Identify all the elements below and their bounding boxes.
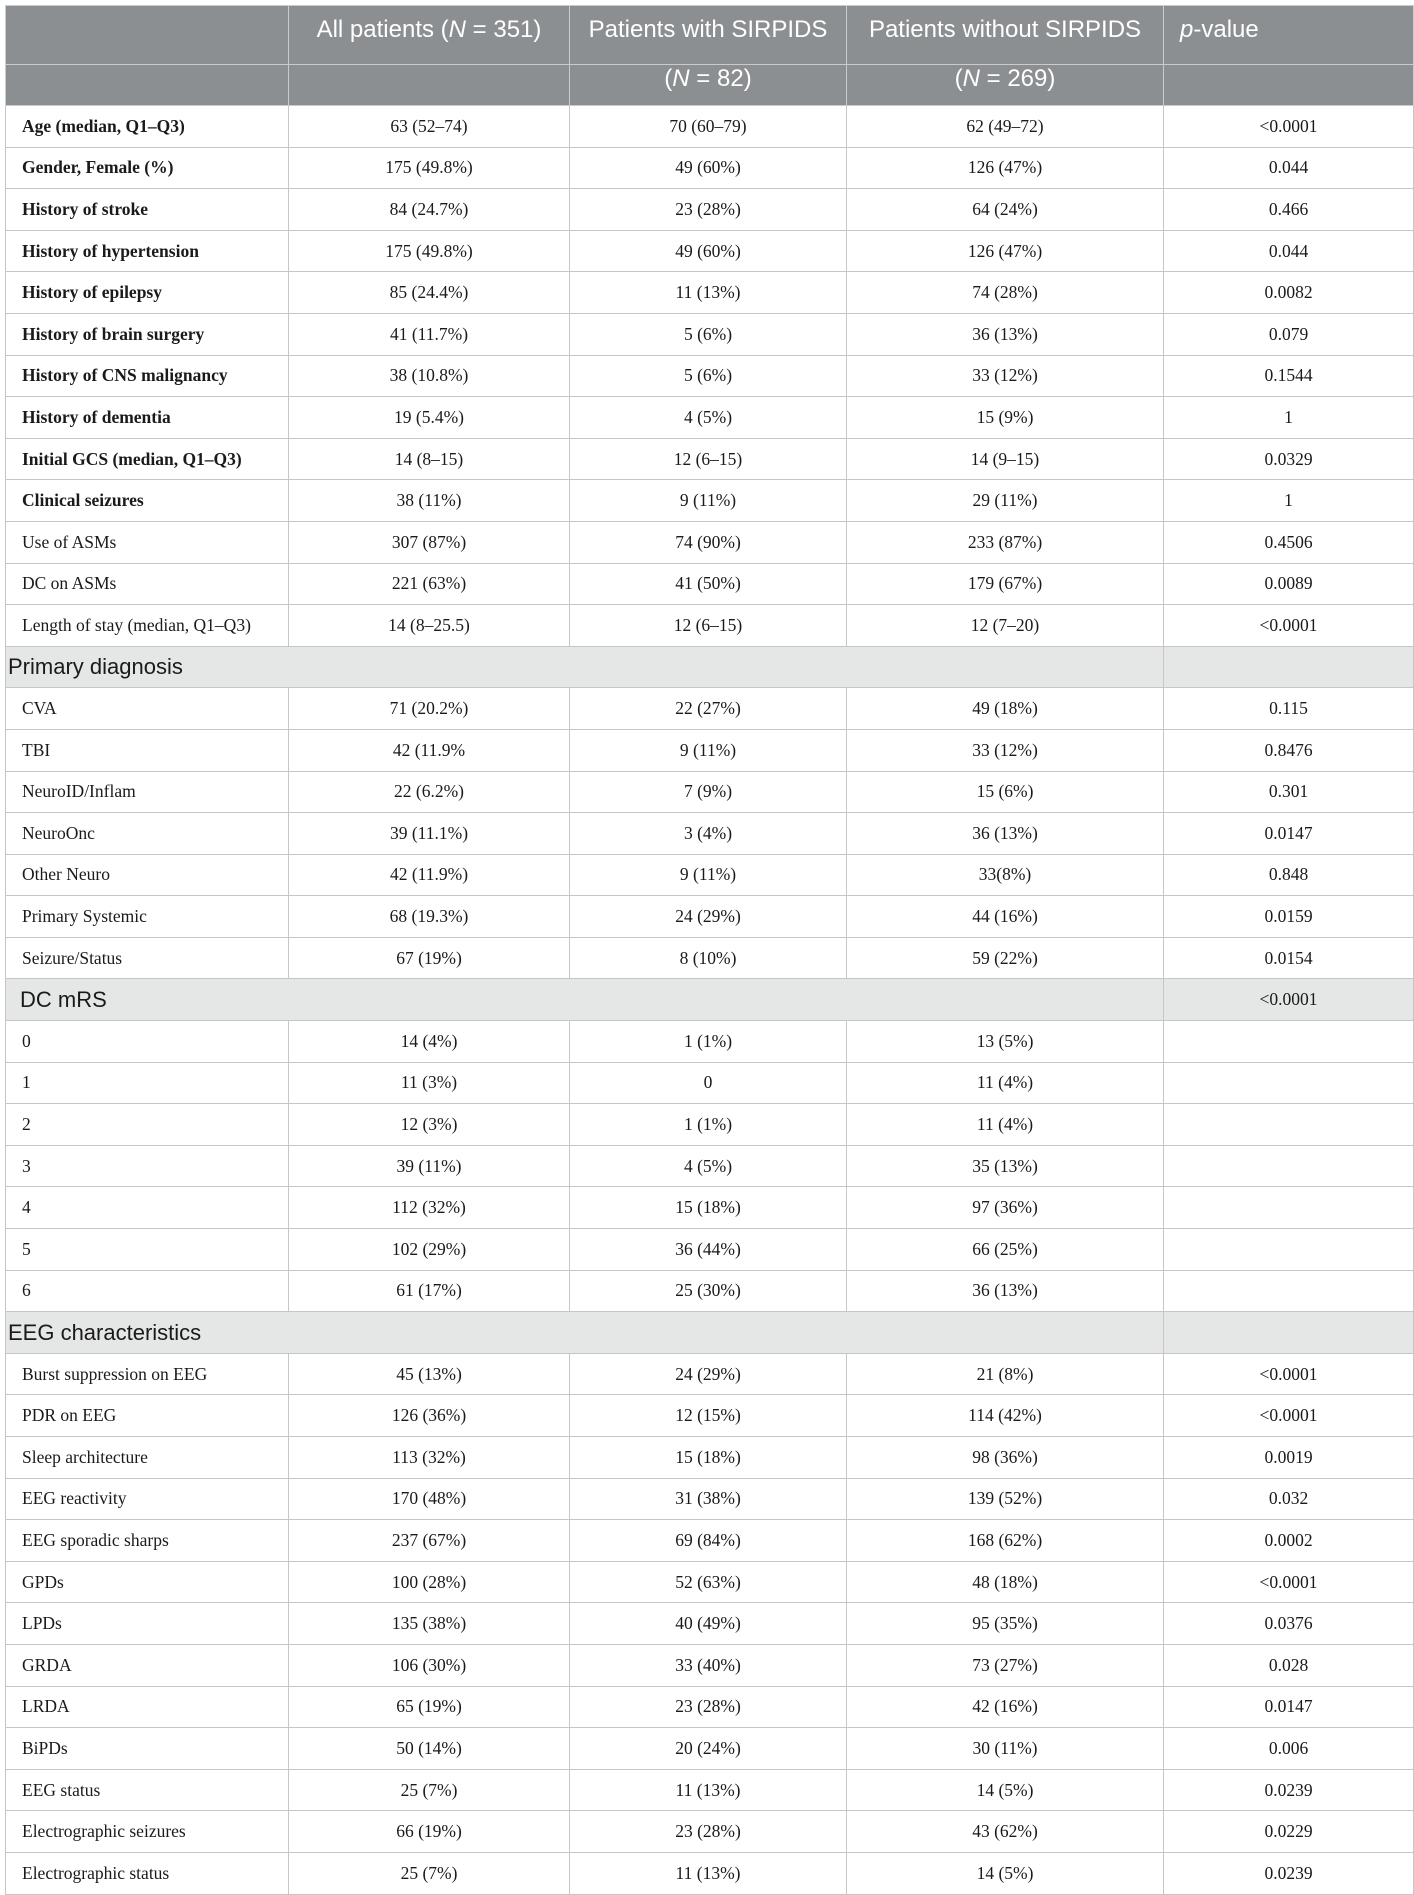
row-label: 0 (6, 1021, 289, 1063)
header-with-text-b: = 82) (689, 65, 752, 92)
table-row (6, 1229, 1414, 1271)
cell-p-value: 1 (1164, 480, 1414, 522)
cell-with-sirpids: 5 (6%) (570, 313, 847, 355)
cell-all-patients: 25 (7%) (289, 1852, 570, 1894)
row-label: EEG status (6, 1769, 289, 1811)
cell-all-patients: 71 (20.2%) (289, 688, 570, 730)
row-label: Initial GCS (median, Q1–Q3) (6, 438, 289, 480)
cell-with-sirpids: 11 (13%) (570, 1852, 847, 1894)
table-row (6, 688, 1414, 730)
cell-with-sirpids: 36 (44%) (570, 1229, 847, 1271)
table-row (6, 1021, 1414, 1063)
cell-all-patients: 19 (5.4%) (289, 397, 570, 439)
row-label: 2 (6, 1104, 289, 1146)
cell-with-sirpids: 31 (38%) (570, 1478, 847, 1520)
table-row (6, 480, 1414, 522)
row-label: 4 (6, 1187, 289, 1229)
header-label-column (6, 6, 289, 65)
cell-with-sirpids: 23 (28%) (570, 1811, 847, 1853)
header-all-patients-cont (289, 65, 570, 106)
header-label-column-cont (6, 65, 289, 106)
cell-all-patients: 11 (3%) (289, 1062, 570, 1104)
cell-without-sirpids: 114 (42%) (847, 1395, 1164, 1437)
cell-p-value: 0.0002 (1164, 1520, 1414, 1562)
row-label: History of dementia (6, 397, 289, 439)
cell-p-value: 0.1544 (1164, 355, 1414, 397)
cell-all-patients: 84 (24.7%) (289, 189, 570, 231)
row-label: TBI (6, 729, 289, 771)
cell-p-value: 0.028 (1164, 1644, 1414, 1686)
table-row (6, 1478, 1414, 1520)
table-row (6, 729, 1414, 771)
cell-all-patients: 12 (3%) (289, 1104, 570, 1146)
cell-without-sirpids: 14 (5%) (847, 1769, 1164, 1811)
cell-with-sirpids: 70 (60–79) (570, 106, 847, 148)
cell-p-value: 0.0089 (1164, 563, 1414, 605)
cell-p-value: <0.0001 (1164, 106, 1414, 148)
cell-all-patients: 102 (29%) (289, 1229, 570, 1271)
cell-p-value: 0.848 (1164, 854, 1414, 896)
cell-with-sirpids: 52 (63%) (570, 1561, 847, 1603)
cell-with-sirpids: 15 (18%) (570, 1437, 847, 1479)
table-row (6, 230, 1414, 272)
row-label: History of hypertension (6, 230, 289, 272)
cell-with-sirpids: 1 (1%) (570, 1104, 847, 1146)
cell-all-patients: 68 (19.3%) (289, 896, 570, 938)
cell-without-sirpids: 12 (7–20) (847, 605, 1164, 647)
section-header-row (6, 1312, 1414, 1354)
cell-p-value: 0.0329 (1164, 438, 1414, 480)
section-header-row (6, 646, 1414, 688)
table-row (6, 896, 1414, 938)
cell-without-sirpids: 11 (4%) (847, 1062, 1164, 1104)
table-row (6, 1395, 1414, 1437)
row-label: EEG sporadic sharps (6, 1520, 289, 1562)
table-row (6, 1644, 1414, 1686)
cell-all-patients: 135 (38%) (289, 1603, 570, 1645)
table-row (6, 1561, 1414, 1603)
table-row (6, 813, 1414, 855)
cell-all-patients: 41 (11.7%) (289, 313, 570, 355)
cell-without-sirpids: 36 (13%) (847, 313, 1164, 355)
header-without-sirpids: Patients without SIRPIDS (847, 6, 1164, 65)
cell-without-sirpids: 13 (5%) (847, 1021, 1164, 1063)
table-row (6, 771, 1414, 813)
cell-all-patients: 25 (7%) (289, 1769, 570, 1811)
row-label: GRDA (6, 1644, 289, 1686)
row-label: LRDA (6, 1686, 289, 1728)
cell-without-sirpids: 33 (12%) (847, 355, 1164, 397)
row-label: 3 (6, 1145, 289, 1187)
cell-all-patients: 14 (4%) (289, 1021, 570, 1063)
cell-p-value: 0.0019 (1164, 1437, 1414, 1479)
row-label: DC on ASMs (6, 563, 289, 605)
table-row (6, 1145, 1414, 1187)
cell-with-sirpids: 7 (9%) (570, 771, 847, 813)
cell-with-sirpids: 20 (24%) (570, 1728, 847, 1770)
cell-all-patients: 38 (11%) (289, 480, 570, 522)
table-row (6, 313, 1414, 355)
header-all-patients-text-b: = 351) (466, 16, 542, 43)
cell-p-value: 0.0239 (1164, 1769, 1414, 1811)
cell-without-sirpids: 179 (67%) (847, 563, 1164, 605)
cell-p-value (1164, 1062, 1414, 1104)
cell-p-value (1164, 1187, 1414, 1229)
cell-without-sirpids: 35 (13%) (847, 1145, 1164, 1187)
header-with-sirpids: Patients with SIRPIDS (570, 6, 847, 65)
cell-without-sirpids: 33 (12%) (847, 729, 1164, 771)
cell-with-sirpids: 9 (11%) (570, 729, 847, 771)
header-p-rest: -value (1193, 16, 1259, 43)
table-row (6, 1270, 1414, 1312)
cell-without-sirpids: 29 (11%) (847, 480, 1164, 522)
cell-p-value: 0.0147 (1164, 813, 1414, 855)
table-row (6, 397, 1414, 439)
header-all-patients-n: N (448, 16, 466, 43)
table-row (6, 1769, 1414, 1811)
cell-all-patients: 170 (48%) (289, 1478, 570, 1520)
cell-all-patients: 14 (8–25.5) (289, 605, 570, 647)
cell-all-patients: 38 (10.8%) (289, 355, 570, 397)
cell-with-sirpids: 4 (5%) (570, 1145, 847, 1187)
cell-all-patients: 61 (17%) (289, 1270, 570, 1312)
cell-with-sirpids: 23 (28%) (570, 189, 847, 231)
row-label: History of CNS malignancy (6, 355, 289, 397)
header-with-n: N (672, 65, 690, 92)
cell-without-sirpids: 42 (16%) (847, 1686, 1164, 1728)
cell-with-sirpids: 49 (60%) (570, 147, 847, 189)
row-label: Use of ASMs (6, 521, 289, 563)
cell-without-sirpids: 64 (24%) (847, 189, 1164, 231)
cell-with-sirpids: 9 (11%) (570, 480, 847, 522)
cell-with-sirpids: 12 (6–15) (570, 605, 847, 647)
row-label: GPDs (6, 1561, 289, 1603)
cell-without-sirpids: 11 (4%) (847, 1104, 1164, 1146)
row-label: Electrographic status (6, 1852, 289, 1894)
header-p-italic: p (1180, 16, 1194, 43)
header-all-patients (289, 6, 570, 65)
cell-p-value: 0.0229 (1164, 1811, 1414, 1853)
cell-with-sirpids: 15 (18%) (570, 1187, 847, 1229)
header-with-sirpids-n (570, 65, 847, 106)
cell-p-value: 0.8476 (1164, 729, 1414, 771)
section-title: DC mRS (6, 979, 1164, 1021)
cell-without-sirpids: 97 (36%) (847, 1187, 1164, 1229)
header-p-value-cont (1164, 65, 1414, 106)
row-label: Primary Systemic (6, 896, 289, 938)
table-row (6, 1603, 1414, 1645)
cell-p-value (1164, 1270, 1414, 1312)
cell-p-value: 0.115 (1164, 688, 1414, 730)
patient-characteristics-table (5, 5, 1414, 1895)
row-label: Electrographic seizures (6, 1811, 289, 1853)
cell-with-sirpids: 24 (29%) (570, 1353, 847, 1395)
cell-with-sirpids: 40 (49%) (570, 1603, 847, 1645)
row-label: Burst suppression on EEG (6, 1353, 289, 1395)
table-row (6, 1811, 1414, 1853)
cell-all-patients: 85 (24.4%) (289, 272, 570, 314)
row-label: History of epilepsy (6, 272, 289, 314)
section-p-value (1164, 1312, 1414, 1354)
header-without-n: N (962, 65, 980, 92)
cell-with-sirpids: 8 (10%) (570, 937, 847, 979)
cell-with-sirpids: 24 (29%) (570, 896, 847, 938)
header-all-patients-text-a: All patients ( (316, 16, 449, 43)
cell-with-sirpids: 11 (13%) (570, 1769, 847, 1811)
row-label: Seizure/Status (6, 937, 289, 979)
table-body (6, 106, 1414, 1895)
table-row (6, 1062, 1414, 1104)
row-label: CVA (6, 688, 289, 730)
cell-all-patients: 14 (8–15) (289, 438, 570, 480)
cell-all-patients: 112 (32%) (289, 1187, 570, 1229)
table-row (6, 1437, 1414, 1479)
row-label: NeuroID/Inflam (6, 771, 289, 813)
section-p-value (1164, 646, 1414, 688)
cell-with-sirpids: 33 (40%) (570, 1644, 847, 1686)
cell-with-sirpids: 0 (570, 1062, 847, 1104)
cell-without-sirpids: 59 (22%) (847, 937, 1164, 979)
header-without-text-a: ( (954, 65, 963, 92)
cell-without-sirpids: 48 (18%) (847, 1561, 1164, 1603)
table-row (6, 1852, 1414, 1894)
table-row (6, 1187, 1414, 1229)
table-row (6, 605, 1414, 647)
table-row (6, 1686, 1414, 1728)
cell-with-sirpids: 25 (30%) (570, 1270, 847, 1312)
cell-all-patients: 113 (32%) (289, 1437, 570, 1479)
cell-all-patients: 65 (19%) (289, 1686, 570, 1728)
row-label: PDR on EEG (6, 1395, 289, 1437)
cell-p-value: 0.0159 (1164, 896, 1414, 938)
cell-all-patients: 22 (6.2%) (289, 771, 570, 813)
cell-without-sirpids: 74 (28%) (847, 272, 1164, 314)
table-row (6, 1728, 1414, 1770)
cell-without-sirpids: 233 (87%) (847, 521, 1164, 563)
cell-p-value: 0.006 (1164, 1728, 1414, 1770)
cell-with-sirpids: 41 (50%) (570, 563, 847, 605)
cell-p-value (1164, 1229, 1414, 1271)
cell-p-value: 0.0147 (1164, 1686, 1414, 1728)
cell-with-sirpids: 49 (60%) (570, 230, 847, 272)
cell-with-sirpids: 23 (28%) (570, 1686, 847, 1728)
cell-p-value: 0.4506 (1164, 521, 1414, 563)
table-row (6, 521, 1414, 563)
table-row (6, 937, 1414, 979)
cell-p-value: <0.0001 (1164, 1561, 1414, 1603)
cell-p-value: 0.044 (1164, 230, 1414, 272)
row-label: EEG reactivity (6, 1478, 289, 1520)
cell-without-sirpids: 98 (36%) (847, 1437, 1164, 1479)
header-without-text-b: = 269) (979, 65, 1056, 92)
cell-p-value (1164, 1145, 1414, 1187)
cell-with-sirpids: 22 (27%) (570, 688, 847, 730)
cell-all-patients: 175 (49.8%) (289, 230, 570, 272)
cell-without-sirpids: 139 (52%) (847, 1478, 1164, 1520)
cell-without-sirpids: 15 (9%) (847, 397, 1164, 439)
cell-all-patients: 42 (11.9%) (289, 854, 570, 896)
table-row (6, 563, 1414, 605)
table-row (6, 355, 1414, 397)
section-p-value: <0.0001 (1164, 979, 1414, 1021)
cell-without-sirpids: 33(8%) (847, 854, 1164, 896)
cell-without-sirpids: 126 (47%) (847, 230, 1164, 272)
cell-p-value: 0.032 (1164, 1478, 1414, 1520)
cell-p-value: 1 (1164, 397, 1414, 439)
row-label: 5 (6, 1229, 289, 1271)
table-header (6, 6, 1414, 106)
cell-without-sirpids: 21 (8%) (847, 1353, 1164, 1395)
cell-p-value: 0.0376 (1164, 1603, 1414, 1645)
table-row (6, 1520, 1414, 1562)
cell-with-sirpids: 3 (4%) (570, 813, 847, 855)
cell-p-value: 0.079 (1164, 313, 1414, 355)
row-label: 6 (6, 1270, 289, 1312)
cell-with-sirpids: 12 (6–15) (570, 438, 847, 480)
cell-all-patients: 45 (13%) (289, 1353, 570, 1395)
cell-p-value: <0.0001 (1164, 1353, 1414, 1395)
cell-p-value: 0.466 (1164, 189, 1414, 231)
cell-without-sirpids: 62 (49–72) (847, 106, 1164, 148)
cell-all-patients: 67 (19%) (289, 937, 570, 979)
cell-p-value: 0.0154 (1164, 937, 1414, 979)
cell-without-sirpids: 30 (11%) (847, 1728, 1164, 1770)
cell-p-value: 0.0082 (1164, 272, 1414, 314)
cell-with-sirpids: 74 (90%) (570, 521, 847, 563)
cell-without-sirpids: 66 (25%) (847, 1229, 1164, 1271)
row-label: LPDs (6, 1603, 289, 1645)
cell-without-sirpids: 49 (18%) (847, 688, 1164, 730)
cell-p-value: <0.0001 (1164, 1395, 1414, 1437)
row-label: Sleep architecture (6, 1437, 289, 1479)
section-title: Primary diagnosis (6, 646, 1164, 688)
cell-with-sirpids: 11 (13%) (570, 272, 847, 314)
cell-p-value: 0.301 (1164, 771, 1414, 813)
cell-all-patients: 42 (11.9% (289, 729, 570, 771)
table-row (6, 147, 1414, 189)
cell-with-sirpids: 4 (5%) (570, 397, 847, 439)
cell-without-sirpids: 73 (27%) (847, 1644, 1164, 1686)
cell-with-sirpids: 12 (15%) (570, 1395, 847, 1437)
cell-all-patients: 39 (11.1%) (289, 813, 570, 855)
cell-without-sirpids: 168 (62%) (847, 1520, 1164, 1562)
row-label: Length of stay (median, Q1–Q3) (6, 605, 289, 647)
cell-without-sirpids: 126 (47%) (847, 147, 1164, 189)
cell-with-sirpids: 69 (84%) (570, 1520, 847, 1562)
section-title: EEG characteristics (6, 1312, 1164, 1354)
cell-all-patients: 100 (28%) (289, 1561, 570, 1603)
row-label: Gender, Female (%) (6, 147, 289, 189)
cell-p-value: <0.0001 (1164, 605, 1414, 647)
cell-p-value (1164, 1104, 1414, 1146)
table-row (6, 438, 1414, 480)
cell-without-sirpids: 43 (62%) (847, 1811, 1164, 1853)
cell-with-sirpids: 9 (11%) (570, 854, 847, 896)
row-label: Clinical seizures (6, 480, 289, 522)
cell-without-sirpids: 36 (13%) (847, 1270, 1164, 1312)
cell-without-sirpids: 36 (13%) (847, 813, 1164, 855)
cell-all-patients: 106 (30%) (289, 1644, 570, 1686)
cell-p-value: 0.044 (1164, 147, 1414, 189)
cell-all-patients: 126 (36%) (289, 1395, 570, 1437)
cell-with-sirpids: 1 (1%) (570, 1021, 847, 1063)
cell-all-patients: 63 (52–74) (289, 106, 570, 148)
cell-all-patients: 307 (87%) (289, 521, 570, 563)
table-row (6, 854, 1414, 896)
section-header-row (6, 979, 1414, 1021)
cell-without-sirpids: 14 (5%) (847, 1852, 1164, 1894)
row-label: NeuroOnc (6, 813, 289, 855)
cell-all-patients: 237 (67%) (289, 1520, 570, 1562)
cell-p-value (1164, 1021, 1414, 1063)
row-label: Other Neuro (6, 854, 289, 896)
header-p-value (1164, 6, 1414, 65)
cell-without-sirpids: 44 (16%) (847, 896, 1164, 938)
cell-p-value: 0.0239 (1164, 1852, 1414, 1894)
cell-with-sirpids: 5 (6%) (570, 355, 847, 397)
row-label: History of brain surgery (6, 313, 289, 355)
table-row (6, 1104, 1414, 1146)
row-label: 1 (6, 1062, 289, 1104)
table-row (6, 106, 1414, 148)
row-label: History of stroke (6, 189, 289, 231)
header-with-text-a: ( (664, 65, 673, 92)
table-row (6, 189, 1414, 231)
cell-without-sirpids: 95 (35%) (847, 1603, 1164, 1645)
cell-all-patients: 66 (19%) (289, 1811, 570, 1853)
cell-all-patients: 50 (14%) (289, 1728, 570, 1770)
cell-without-sirpids: 15 (6%) (847, 771, 1164, 813)
header-without-sirpids-n (847, 65, 1164, 106)
table-row (6, 1353, 1414, 1395)
cell-without-sirpids: 14 (9–15) (847, 438, 1164, 480)
cell-all-patients: 221 (63%) (289, 563, 570, 605)
table-row (6, 272, 1414, 314)
cell-all-patients: 39 (11%) (289, 1145, 570, 1187)
row-label: BiPDs (6, 1728, 289, 1770)
row-label: Age (median, Q1–Q3) (6, 106, 289, 148)
cell-all-patients: 175 (49.8%) (289, 147, 570, 189)
